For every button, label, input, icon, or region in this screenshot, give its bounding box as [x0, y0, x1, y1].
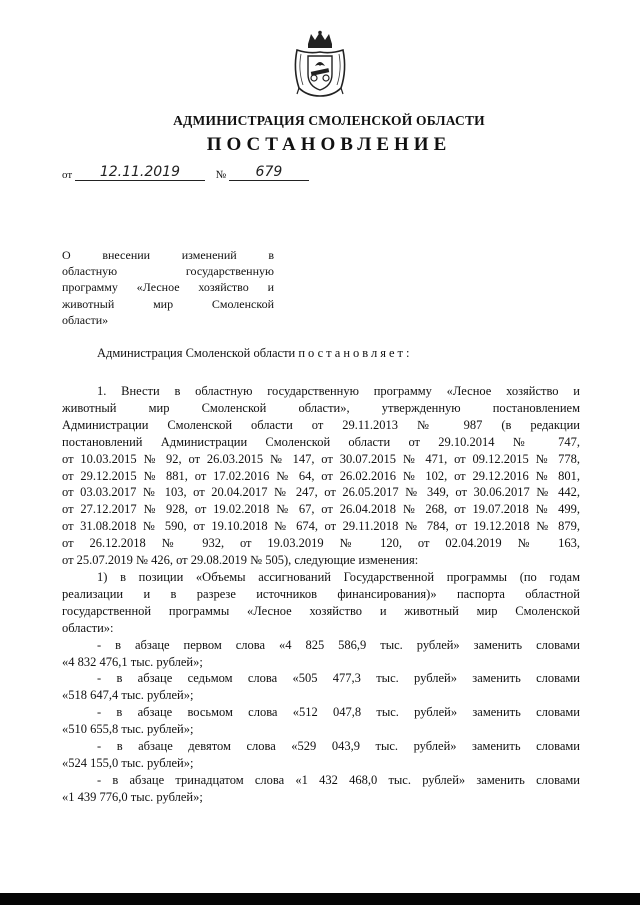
date-label: от: [62, 169, 73, 181]
coat-of-arms-icon: [291, 30, 349, 98]
body-line: от 10.03.2015 № 92, от 26.03.2015 № 147, от 30.07.2015 № 471, от 09.12.2015 № 778,: [62, 451, 580, 466]
body-line: постановлений Администрации Смоленской области от 29.10.2014 № 747,: [62, 434, 580, 449]
body-line: «518 647,4 тыс. рублей»;: [62, 688, 194, 703]
body-line: от 03.03.2017 № 103, от 20.04.2017 № 247, от 26.05.2017 № 349, от 30.06.2017 № 442,: [62, 485, 580, 500]
document-type-title: ПОСТАНОВЛЕНИЕ: [206, 134, 452, 155]
body-line: - в абзаце тринадцатом слова «1 432 468,0 тыс. рублей» заменить словами: [97, 772, 580, 787]
resolution-line: [97, 346, 412, 361]
body-line: от 27.12.2017 № 928, от 19.02.2018 № 67, от 26.04.2018 № 268, от 19.07.2018 № 499,: [62, 502, 580, 517]
body-line: «4 832 476,1 тыс. рублей»;: [62, 654, 203, 669]
subject-line: программу «Лесное хозяйство и: [62, 280, 274, 295]
body-line: области»:: [62, 620, 114, 635]
subject-block: [62, 247, 274, 328]
body-line: 1) в позиции «Объемы ассигнований Государственной программы (по годам: [97, 569, 580, 584]
subject-line: областную государственную: [62, 264, 274, 279]
scan-edge-bar: [0, 893, 640, 905]
body-line: от 31.08.2018 № 590, от 19.10.2018 № 674, от 29.11.2018 № 784, от 19.12.2018 № 879,: [62, 519, 580, 534]
body-line: от 26.12.2018 № 932, от 19.03.2019 № 120, от 02.04.2019 № 163,: [62, 536, 580, 551]
subject-line: О внесении изменений в: [62, 248, 274, 262]
body-line: от 29.12.2015 № 881, от 17.02.2016 № 64, от 26.02.2016 № 102, от 29.12.2016 № 801,: [62, 468, 580, 483]
body-line: - в абзаце седьмом слова «505 477,3 тыс. рублей» заменить словами: [97, 671, 580, 686]
number-label: №: [215, 169, 227, 181]
body-line: «524 155,0 тыс. рублей»;: [62, 755, 194, 770]
resolution-verb: постановляет:: [298, 346, 413, 360]
body-line: животный мир Смоленской области», утвержденную постановлением: [62, 400, 580, 415]
body-line: - в абзаце первом слова «4 825 586,9 тыс. рублей» заменить словами: [97, 637, 580, 652]
date-value: 12.11.2019: [75, 165, 205, 181]
body-line: - в абзаце девятом слова «529 043,9 тыс. рублей» заменить словами: [97, 739, 580, 754]
date-number-line: [62, 165, 309, 185]
body-line: Администрации Смоленской области от 29.11.2013 № 987 (в редакции: [62, 417, 580, 432]
body-line: «1 439 776,0 тыс. рублей»;: [62, 789, 203, 804]
body-line: от 25.07.2019 № 426, от 29.08.2019 № 505), следующие изменения:: [62, 553, 419, 568]
body-line: «510 655,8 тыс. рублей»;: [62, 722, 194, 737]
organization-name: АДМИНИСТРАЦИЯ СМОЛЕНСКОЙ ОБЛАСТИ: [173, 113, 485, 128]
subject-line: области»: [62, 312, 109, 327]
document-body: [62, 383, 580, 806]
number-value: 679: [229, 165, 309, 181]
resolution-prefix: Администрация Смоленской области: [97, 346, 296, 360]
body-line: - в абзаце восьмом слова «512 047,8 тыс. рублей» заменить словами: [97, 705, 580, 720]
body-line: 1. Внести в областную государственную программу «Лесное хозяйство и: [97, 384, 580, 398]
body-line: государственной программы «Лесное хозяйство и животный мир Смоленской: [62, 603, 580, 618]
body-line: реализации и в разрезе источников финансирования)» паспорта областной: [62, 586, 580, 601]
subject-line: животный мир Смоленской: [62, 296, 274, 311]
